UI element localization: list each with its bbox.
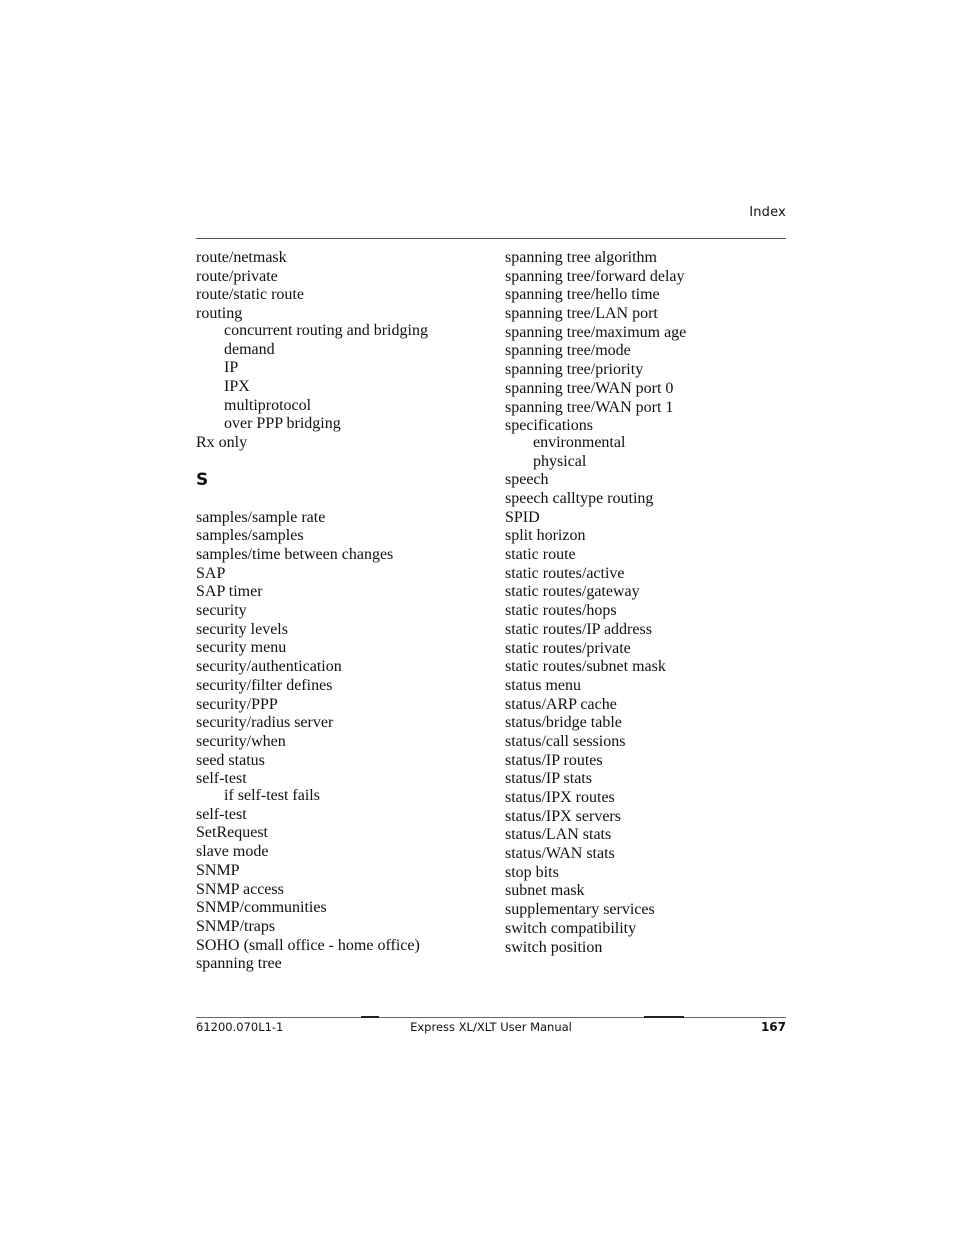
index-subentry: IP [224, 359, 239, 377]
index-entry: subnet mask [505, 882, 585, 900]
index-entry: stop bits [505, 863, 559, 881]
footer-divider [196, 1017, 786, 1018]
footer-rule-mark [644, 1016, 684, 1018]
index-entry: status/LAN stats [505, 826, 612, 844]
index-entry: spanning tree/priority [505, 361, 644, 379]
index-entry: security/filter defines [196, 676, 333, 694]
index-subentry: if self-test fails [224, 787, 320, 805]
index-entry: spanning tree/LAN port [505, 305, 658, 323]
index-subentry: IPX [224, 377, 250, 395]
index-subentry: physical [533, 452, 587, 470]
index-entry: static route [505, 546, 576, 564]
index-entry: route/private [196, 267, 278, 285]
index-entry: speech calltype routing [505, 490, 654, 508]
index-entry: route/static route [196, 286, 304, 304]
index-entry: spanning tree algorithm [505, 249, 657, 266]
index-entry: specifications [505, 417, 593, 435]
index-entry: static routes/active [505, 564, 625, 582]
index-entry: status/IPX routes [505, 789, 615, 807]
index-entry: SPID [505, 508, 540, 526]
index-entry: status/ARP cache [505, 695, 617, 713]
index-group-s-continued [505, 248, 795, 956]
index-entry: split horizon [505, 527, 586, 545]
index-entry: status/call sessions [505, 732, 626, 750]
index-entry: self-test [196, 805, 247, 823]
footer-page-number: 167 [760, 1020, 786, 1034]
index-column-left [196, 248, 486, 973]
index-entry: security/when [196, 732, 286, 750]
index-entry: route/netmask [196, 249, 287, 266]
index-entry: spanning tree/forward delay [505, 267, 685, 285]
index-entry: SNMP/traps [196, 917, 276, 935]
index-entry: status menu [505, 676, 581, 694]
index-entry: Rx only [196, 433, 248, 451]
index-group-s [196, 508, 486, 973]
index-entry: samples/sample rate [196, 508, 326, 526]
index-entry: spanning tree/maximum age [505, 323, 687, 341]
index-entry: static routes/IP address [505, 620, 652, 638]
index-entry: status/IPX servers [505, 807, 621, 825]
footer-rule-mark [361, 1016, 379, 1018]
index-entry: static routes/private [505, 639, 631, 657]
index-subentry: over PPP bridging [224, 415, 341, 433]
index-entry: routing [196, 305, 243, 323]
index-entry: security levels [196, 620, 288, 638]
index-entry: spanning tree/mode [505, 342, 631, 360]
index-entry: spanning tree/hello time [505, 286, 660, 304]
index-entry: SAP timer [196, 583, 263, 601]
index-subentry: concurrent routing and bridging [224, 321, 428, 339]
index-entry: switch compatibility [505, 919, 637, 937]
index-entry: status/IP stats [505, 770, 592, 788]
index-subentry: multiprotocol [224, 396, 312, 414]
index-entry: SetRequest [196, 824, 268, 842]
index-entry: static routes/hops [505, 602, 617, 620]
index-entry: supplementary services [505, 901, 655, 919]
index-entry: security menu [196, 639, 287, 657]
index-entry: seed status [196, 751, 265, 769]
index-entry: SAP [196, 564, 226, 582]
index-column-right [505, 248, 795, 956]
index-entry: SNMP [196, 861, 240, 879]
footer-manual-title: Express XL/XLT User Manual [410, 1020, 572, 1034]
index-entry: security/PPP [196, 695, 278, 713]
index-entry: samples/samples [196, 527, 304, 545]
index-entry: speech [505, 471, 549, 489]
index-entry: SNMP/communities [196, 899, 327, 917]
index-entry: SNMP access [196, 880, 284, 898]
index-entry: status/bridge table [505, 714, 622, 732]
index-entry: spanning tree/WAN port 0 [505, 379, 674, 397]
index-group-r [196, 248, 486, 452]
index-entry: spanning tree [196, 955, 282, 973]
page-header-title: Index [749, 205, 786, 220]
index-subentry: environmental [533, 433, 626, 451]
index-entry: security [196, 602, 247, 620]
index-entry: status/IP routes [505, 751, 603, 769]
index-entry: security/radius server [196, 714, 334, 732]
index-entry: self-test [196, 770, 247, 788]
index-subentry: demand [224, 340, 275, 358]
index-entry: static routes/subnet mask [505, 658, 666, 676]
index-entry: slave mode [196, 843, 269, 861]
index-entry: status/WAN stats [505, 845, 615, 863]
header-divider [196, 238, 786, 239]
index-entry: static routes/gateway [505, 583, 640, 601]
index-entry: security/authentication [196, 658, 342, 676]
index-entry: samples/time between changes [196, 546, 394, 564]
footer-doc-number: 61200.070L1-1 [196, 1020, 284, 1034]
index-entry: spanning tree/WAN port 1 [505, 398, 674, 416]
index-entry: switch position [505, 938, 603, 956]
index-entry: SOHO (small office - home office) [196, 936, 420, 954]
section-letter: S [196, 469, 209, 490]
